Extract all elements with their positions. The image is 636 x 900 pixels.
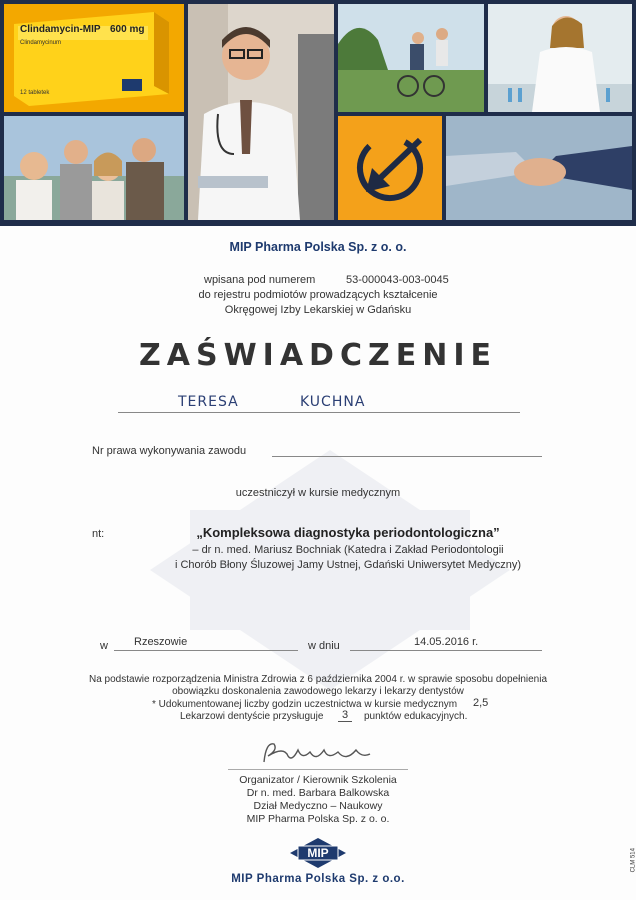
register-line-2: Okręgowej Izby Lekarskiej w Gdańsku bbox=[224, 304, 412, 316]
register-line-1: do rejestru podmiotów prowadzących kształcenie bbox=[198, 289, 438, 301]
company-name: MIP Pharma Polska Sp. z o. o. bbox=[229, 240, 407, 254]
registered-number: 53-000043-003-0045 bbox=[346, 274, 449, 286]
cyclists-photo bbox=[338, 4, 484, 112]
license-line bbox=[272, 456, 542, 457]
place-label: w bbox=[100, 640, 108, 652]
signer-company: MIP Pharma Polska Sp. z o. o. bbox=[246, 813, 390, 825]
footer-company: MIP Pharma Polska Sp. z o.o. bbox=[231, 873, 405, 885]
license-label: Nr prawa wykonywania zawodu bbox=[92, 445, 247, 457]
family-photo bbox=[4, 116, 184, 220]
legal-line-2: obowiązku doskonalenia zawodowego lekarzy i lekarzy dentystów bbox=[172, 686, 464, 697]
date-line bbox=[350, 650, 542, 651]
name-line bbox=[118, 412, 520, 413]
date-value: 14.05.2016 r. bbox=[414, 636, 479, 648]
signature-line bbox=[228, 769, 408, 770]
product-box-image bbox=[4, 4, 184, 112]
signer-department: Dział Medyczno – Naukowy bbox=[253, 800, 383, 812]
photo-banner bbox=[0, 0, 636, 226]
last-name: KUCHNA bbox=[300, 394, 366, 410]
signer-name: Dr n. med. Barbara Balkowska bbox=[246, 787, 390, 799]
place-line bbox=[114, 650, 298, 651]
hours-text: * Udokumentowanej liczby godzin uczestnictwa w kursie medycznym bbox=[152, 699, 458, 710]
scientist-photo bbox=[488, 4, 632, 112]
topic-label: nt: bbox=[92, 528, 105, 540]
course-title: „Kompleksowa diagnostyka periodontologiczna” bbox=[196, 525, 500, 540]
registered-label: wpisana pod numerem bbox=[204, 274, 316, 286]
lecturer-line-1: – dr n. med. Mariusz Bochniak (Katedra i Zakład Periodontologii bbox=[192, 544, 504, 556]
points-value: 3 bbox=[338, 709, 352, 722]
product-dose: 600 mg bbox=[110, 24, 145, 35]
first-name: TERESA bbox=[178, 394, 239, 410]
arrow-logo-icon bbox=[338, 116, 442, 220]
logo-text: MIP bbox=[307, 846, 329, 860]
signer-role: Organizator / Kierownik Szkolenia bbox=[239, 774, 397, 786]
date-label: w dniu bbox=[308, 640, 340, 652]
legal-line-1: Na podstawie rozporządzenia Ministra Zdrowia z 6 października 2004 r. w sprawie sposobu dopełnienia bbox=[88, 674, 548, 685]
lecturer-line-2: i Chorób Błony Śluzowej Jamy Ustnej, Gdański Uniwersytet Medyczny) bbox=[174, 559, 522, 571]
place-value: Rzeszowie bbox=[134, 636, 188, 648]
participated-text: uczestniczył w kursie medycznym bbox=[235, 487, 401, 499]
doctor-photo bbox=[188, 4, 334, 220]
product-name: Clindamycin-MIP bbox=[20, 24, 101, 35]
product-sub: Clindamycinum bbox=[20, 40, 62, 46]
handshake-photo bbox=[446, 116, 632, 220]
certificate-title: ZAŚWIADCZENIE bbox=[139, 338, 497, 373]
document-code: CLM 514 bbox=[630, 848, 636, 873]
mip-logo-icon bbox=[290, 838, 346, 868]
hours-value: 2,5 bbox=[473, 697, 489, 709]
product-count: 12 tabletek bbox=[20, 90, 50, 96]
points-text-before: Lekarzowi dentyście przysługuje bbox=[180, 711, 324, 722]
signature-image bbox=[258, 736, 378, 770]
points-text-after: punktów edukacyjnych. bbox=[364, 711, 468, 722]
